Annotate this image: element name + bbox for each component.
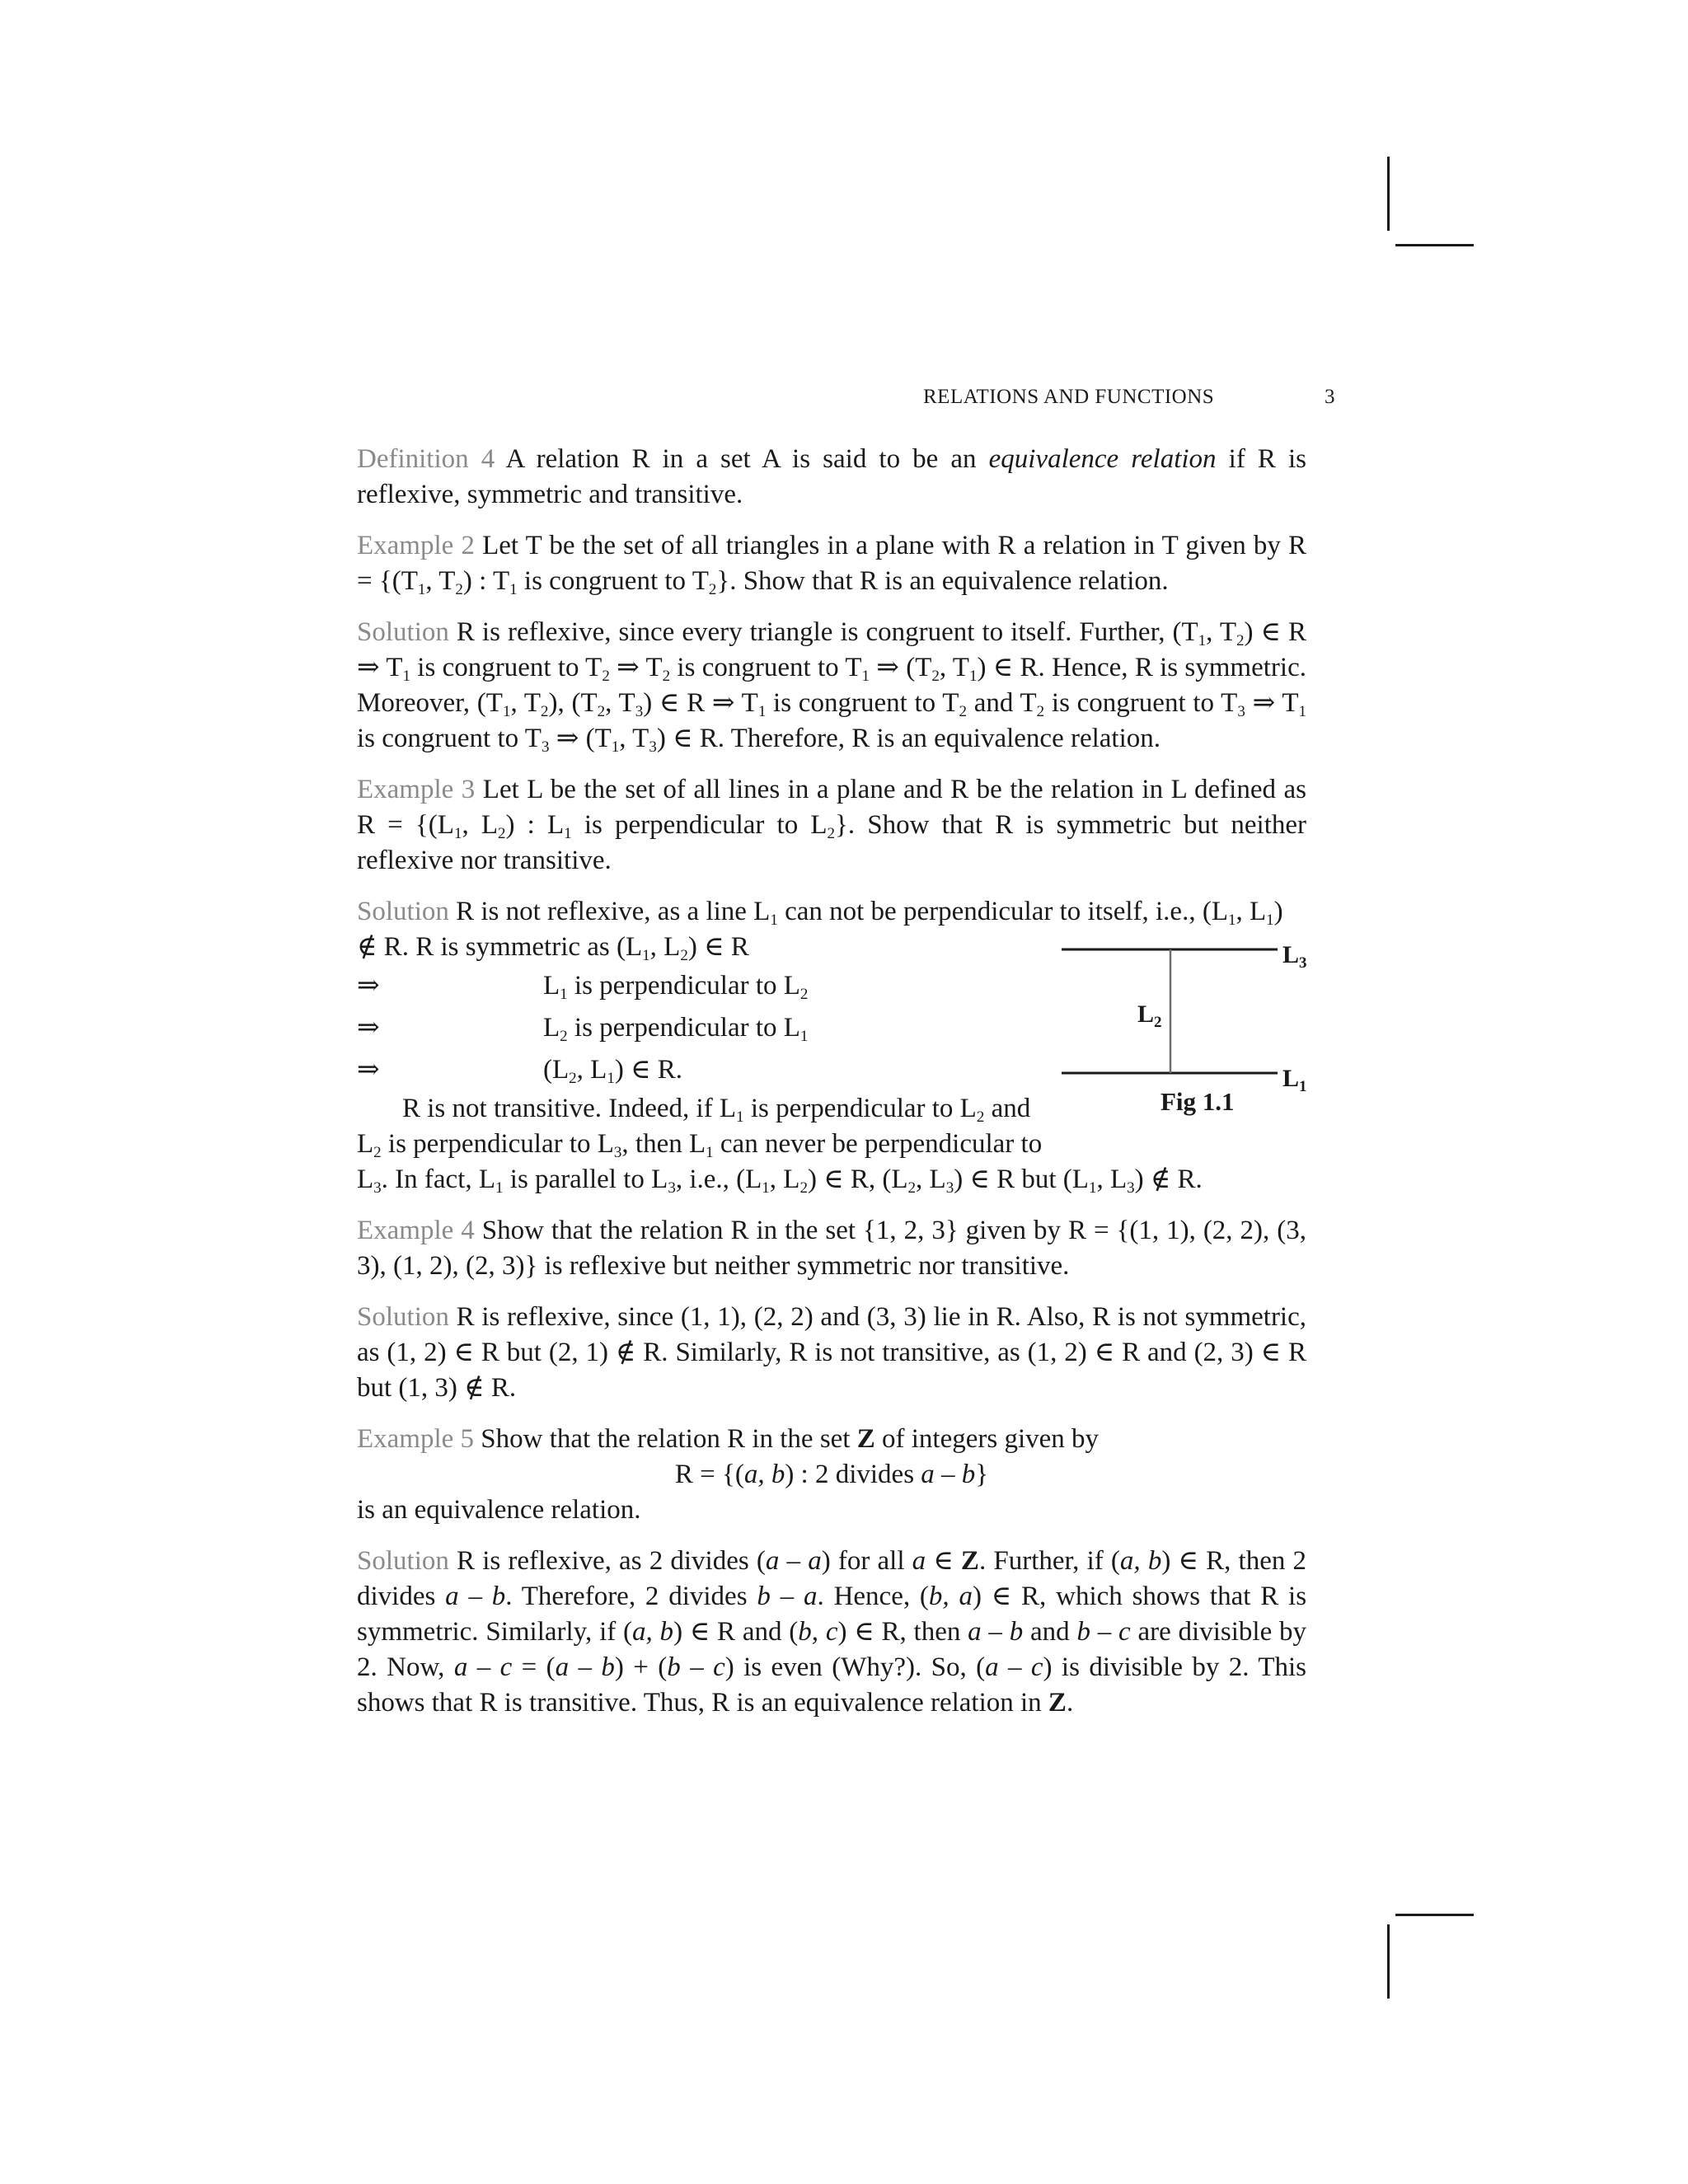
solution-3-line-1: Solution R is not reflexive, as a line $L_1$ can not be perpendicular to itself, i.e., ($L_1$, $L_1$) [357,897,1283,929]
figure-caption: Fig 1.1 [1160,1087,1235,1116]
example-label: Example 2 [357,531,475,560]
crop-mark-bottom-horizontal [1395,1914,1474,1916]
solution-3-line-2: ∉ R. R is symmetric as ($L_1$, $L_2$) ∈ R [357,932,749,964]
example-2: Example 2 Let T be the set of all triangles in a plane with R a relation in T given by $R = \{(T_1$, $T_2$) : $T_1$ is congruent to $T_2$}. Show that R is an equivalence relation. [357,531,1307,598]
implication-line: ⇒ ($L_2$, $L_1$) ∈ R. [357,1055,683,1087]
example-label: Example 3 [357,775,476,804]
example-4: Example 4 Show that the relation R in the set {1, 2, 3} given by R = {(1, 1), (2, 2), (3, 3), (1, 2), (2, 3)} is reflexive but neither symmetric nor transitive. [357,1216,1307,1281]
example-5 [357,1422,1306,1528]
example-5-formula: R = {(a, b) : 2 divides a – b} [674,1460,989,1489]
solution-label: Solution [357,1302,449,1332]
solution-label: Solution [357,617,449,647]
chapter-title: RELATIONS AND FUNCTIONS [923,386,1215,408]
example-5-line-1: Example 5 Show that the relation R in the set Z of integers given by [357,1424,1100,1454]
solution-3 [357,894,1306,1197]
label-l2: $L_2$ [1137,1001,1162,1031]
label-l1: $L_1$ [1282,1065,1307,1095]
figure-1-1 [1062,937,1325,1116]
definition-label: Definition 4 [357,444,495,474]
page-number: 3 [1325,386,1335,408]
page-body [357,442,1306,1736]
solution-3-line-6: R is not transitive. Indeed, if $L_1$ is perpendicular to $L_2$ and [402,1094,1031,1126]
definition-4: Definition 4 A relation R in a set A is said to be an equivalence relation if R is reflexive, symmetric and transitive. [357,444,1306,509]
example-5-line-3: is an equivalence relation. [357,1495,641,1525]
example-label: Example 5 [357,1424,475,1454]
crop-mark-bottom-vertical [1387,1924,1390,1999]
crop-mark-top-horizontal [1395,244,1474,246]
solution-4: Solution R is reflexive, since (1, 1), (2, 2) and (3, 3) lie in R. Also, R is not symmetric, as (1, 2) ∈ R but (2, 1) ∉ R. Similarly, R is not transitive, as (1, 2) ∈ R and (2, 3) ∈ R but (1, 3) ∉ R. [357,1302,1306,1403]
example-3: Example 3 Let L be the set of all lines in a plane and R be the relation in L defined as $R = \{(L_1$, $L_2$) : $L_1$ is perpendicular to $L_2$}. Show that R is symmetric but neither reflexive nor transitive. [357,775,1306,875]
solution-label: Solution [357,897,449,926]
implication-line: ⇒ $L_2$ is perpendicular to $L_1$ [357,1013,809,1045]
implication-line: ⇒ $L_1$ is perpendicular to $L_2$ [357,971,809,1003]
solution-3-line-7: $L_2$ is perpendicular to $L_3$, then $L_1$ can never be perpendicular to [357,1129,1043,1161]
solution-2: Solution R is reflexive, since every triangle is congruent to itself. Further, ($T_1$, $T_2$) ∈ R ⇒ $T_1$ is congruent to $T_2$ ⇒ $T_2$ is congruent to $T_1$ ⇒ ($T_2$, $T_1$) ∈ R. Hence, R is symmetric. Moreover, ($T_1$, $T_2$), ($T_2$, $T_3$) ∈ R ⇒ $T_1$ is congruent to $T_2$ and $T_2$ is congruent to $T_3$ ⇒ $T_1$ is congruent to $T_3$ ⇒ ($T_1$, $T_3$) ∈ R. Therefore, R is an equivalence relation. [357,617,1307,756]
solution-3-line-8: $L_3$. In fact, $L_1$ is parallel to $L_3$, i.e., ($L_1$, $L_2$) ∈ R, ($L_2$, $L_3$) ∈ R but ($L_1$, $L_3$) ∉ R. [357,1165,1203,1197]
solution-label: Solution [357,1546,449,1576]
solution-5: Solution R is reflexive, as 2 divides (a – a) for all a ∈ Z. Further, if (a, b) ∈ R, then 2 divides a – b. Therefore, 2 divides b – a. Hence, (b, a) ∈ R, which shows that R is symmetric. Similarly, if (a, b) ∈ R and (b, c) ∈ R, then a – b and b – c are divisible by 2. Now, a – c = (a – b) + (b – c) is even (Why?). So, (a – c) is divisible by 2. This shows that R is transitive. Thus, R is an equivalence relation in Z. [357,1546,1307,1718]
running-header [923,386,1335,409]
example-label: Example 4 [357,1216,475,1245]
crop-mark-top-vertical [1387,157,1390,231]
label-l3: $L_3$ [1282,941,1307,972]
